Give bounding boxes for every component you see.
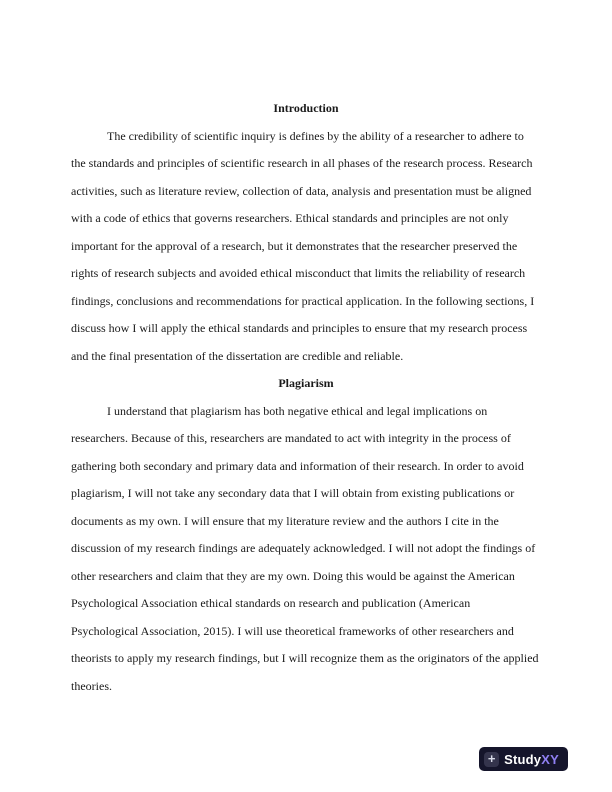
text-line: theories. <box>71 678 112 693</box>
text-line: discussion of my research findings are adequately acknowledged. I will not adopt the findings of <box>71 541 536 555</box>
text-line: activities, such as literature review, collection of data, analysis and presentation must be aligned <box>71 183 532 198</box>
brand-accent: XY <box>541 751 559 767</box>
studyxy-badge <box>479 747 568 771</box>
text-line: discuss how I will apply the ethical standards and principles to ensure that my research process <box>71 321 528 335</box>
text-line: important for the approval of a research, but it demonstrates that the researcher preserved the <box>71 238 518 253</box>
text-line: researchers. Because of this, researchers are mandated to act with integrity in the process of <box>71 431 511 445</box>
text-line: and the final presentation of the dissertation are credible and reliable. <box>71 348 404 363</box>
text-line: the standards and principles of scientific research in all phases of the research process. Research <box>71 156 533 170</box>
brand-name <box>504 752 559 767</box>
section-heading-introduction: Introduction <box>273 101 339 115</box>
text-line: with a code of ethics that governs researchers. Ethical standards and principles are not only <box>71 211 509 225</box>
text-line: Psychological Association ethical standards on research and publication (American <box>71 596 471 610</box>
text-line: findings, conclusions and recommendations for practical application. In the following sections, I <box>71 293 535 308</box>
text-line: theorists to apply my research findings, but I will recognize them as the originators of the applied <box>71 651 539 665</box>
text-line: gathering both secondary and primary data and information of their research. In order to avoid <box>71 458 524 473</box>
text-line: Psychological Association, 2015). I will use theoretical frameworks of other researchers and <box>71 623 514 638</box>
document-body <box>71 95 541 700</box>
text-line: The credibility of scientific inquiry is defines by the ability of a researcher to adhere to <box>107 128 524 143</box>
text-line: other researchers and claim that they are my own. Doing this would be against the American <box>71 568 515 583</box>
text-line: rights of research subjects and avoided ethical misconduct that limits the reliability of research <box>71 266 526 280</box>
plus-icon: + <box>484 752 499 767</box>
text-line: plagiarism, I will not take any secondary data that I will obtain from existing publications or <box>71 486 515 500</box>
text-line: documents as my own. I will ensure that my literature review and the authors I cite in the <box>71 513 499 528</box>
brand-main: Study <box>504 751 542 767</box>
section-heading-plagiarism: Plagiarism <box>278 376 334 390</box>
text-line: I understand that plagiarism has both negative ethical and legal implications on <box>107 403 488 418</box>
